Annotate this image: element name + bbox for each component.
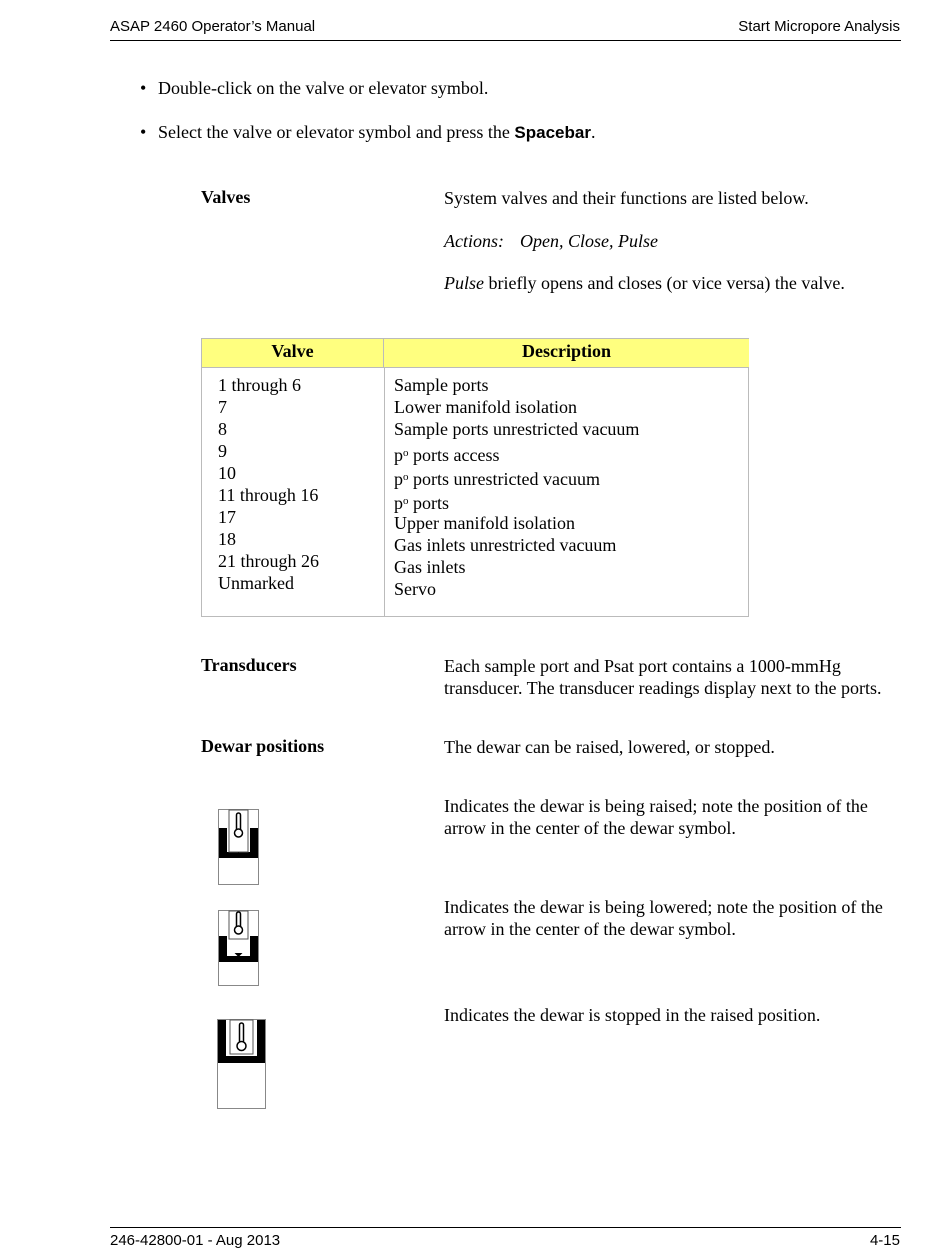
table-row-valve: Unmarked — [218, 573, 294, 593]
table-row-desc — [394, 466, 600, 490]
pulse-rest: briefly opens and closes (or vice versa) the valve. — [484, 273, 845, 293]
pulse-word: Pulse — [444, 273, 484, 293]
dewar-intro: The dewar can be raised, lowered, or stopped. — [444, 737, 775, 757]
valve-table — [201, 338, 749, 617]
bullet-spacebar — [140, 122, 595, 143]
desc-text: ports unrestricted vacuum — [408, 469, 600, 489]
spacebar-key: Spacebar — [514, 123, 591, 142]
valves-heading: Valves — [201, 187, 251, 207]
bullet-text: Select the valve or elevator symbol and press the — [158, 122, 515, 142]
dewar-lowered-icon — [217, 909, 260, 987]
table-row-valve: 10 — [218, 463, 236, 483]
table-row-valve: 7 — [218, 397, 227, 417]
table-row-desc: Servo — [394, 579, 436, 599]
p-symbol: p — [394, 493, 403, 513]
valves-pulse-note — [444, 272, 904, 294]
table-row-desc: Sample ports unrestricted vacuum — [394, 419, 640, 439]
bullet-dot: • — [140, 78, 147, 98]
header-section-title: Start Micropore Analysis — [738, 18, 900, 35]
valves-intro: System valves and their functions are listed below. — [444, 188, 809, 208]
dewar-stopped-text: Indicates the dewar is stopped in the raised position. — [444, 1005, 821, 1025]
table-row-desc: Lower manifold isolation — [394, 397, 577, 417]
p-symbol: p — [394, 469, 403, 489]
actions-label: Actions: — [444, 231, 504, 251]
bullet-text: Double-click on the valve or elevator symbol. — [158, 78, 489, 98]
header-rule — [110, 40, 901, 41]
table-row-valve: 9 — [218, 441, 227, 461]
superscript-o: o — [403, 495, 409, 507]
bullet-dot: • — [140, 122, 147, 142]
table-row-valve: 8 — [218, 419, 227, 439]
bullet-text-end: . — [590, 122, 596, 142]
table-row-desc: Upper manifold isolation — [394, 513, 575, 533]
actions-values: Open, Close, Pulse — [520, 231, 658, 251]
table-row-valve: 21 through 26 — [218, 551, 319, 571]
table-row-desc: Gas inlets unrestricted vacuum — [394, 535, 617, 555]
dewar-lowered-line-2: arrow in the center of the dewar symbol. — [444, 919, 736, 939]
table-row-desc — [394, 442, 499, 466]
table-row-desc: Sample ports — [394, 375, 489, 395]
valves-actions — [444, 230, 904, 252]
footer-doc-number: 246-42800-01 - Aug 2013 — [110, 1232, 281, 1249]
header-manual-title: ASAP 2460 Operator’s Manual — [110, 18, 316, 35]
dewar-heading: Dewar positions — [201, 736, 325, 756]
table-row-valve: 17 — [218, 507, 236, 527]
transducers-line-2: transducer. The transducer readings display next to the ports. — [444, 678, 882, 698]
desc-text: ports access — [408, 445, 500, 465]
table-row-desc — [394, 490, 449, 514]
table-row-valve: 18 — [218, 529, 236, 549]
table-row-valve: 11 through 16 — [218, 485, 319, 505]
table-row-desc: Gas inlets — [394, 557, 466, 577]
superscript-o: o — [403, 471, 409, 483]
table-row-valve: 1 through 6 — [218, 375, 301, 395]
desc-text: ports — [408, 493, 449, 513]
column-divider — [384, 368, 385, 617]
transducers-heading: Transducers — [201, 655, 297, 675]
dewar-raised-text — [444, 795, 904, 839]
transducers-text — [444, 655, 904, 699]
transducers-line-1: Each sample port and Psat port contains a 1000-mmHg — [444, 656, 841, 676]
p-symbol: p — [394, 445, 403, 465]
footer-page-number: 4-15 — [869, 1232, 900, 1249]
bullet-double-click — [140, 78, 488, 99]
dewar-raised-icon — [217, 808, 260, 886]
table-header-description: Description — [384, 339, 749, 368]
dewar-lowered-text — [444, 896, 904, 940]
dewar-lowered-line-1: Indicates the dewar is being lowered; note the position of the — [444, 897, 883, 917]
dewar-raised-line-1: Indicates the dewar is being raised; note the position of the — [444, 796, 868, 816]
superscript-o: o — [403, 447, 409, 459]
dewar-stopped-icon — [216, 1018, 267, 1110]
dewar-raised-line-2: arrow in the center of the dewar symbol. — [444, 818, 736, 838]
table-header-valve: Valve — [202, 339, 384, 368]
footer-rule — [110, 1227, 901, 1228]
